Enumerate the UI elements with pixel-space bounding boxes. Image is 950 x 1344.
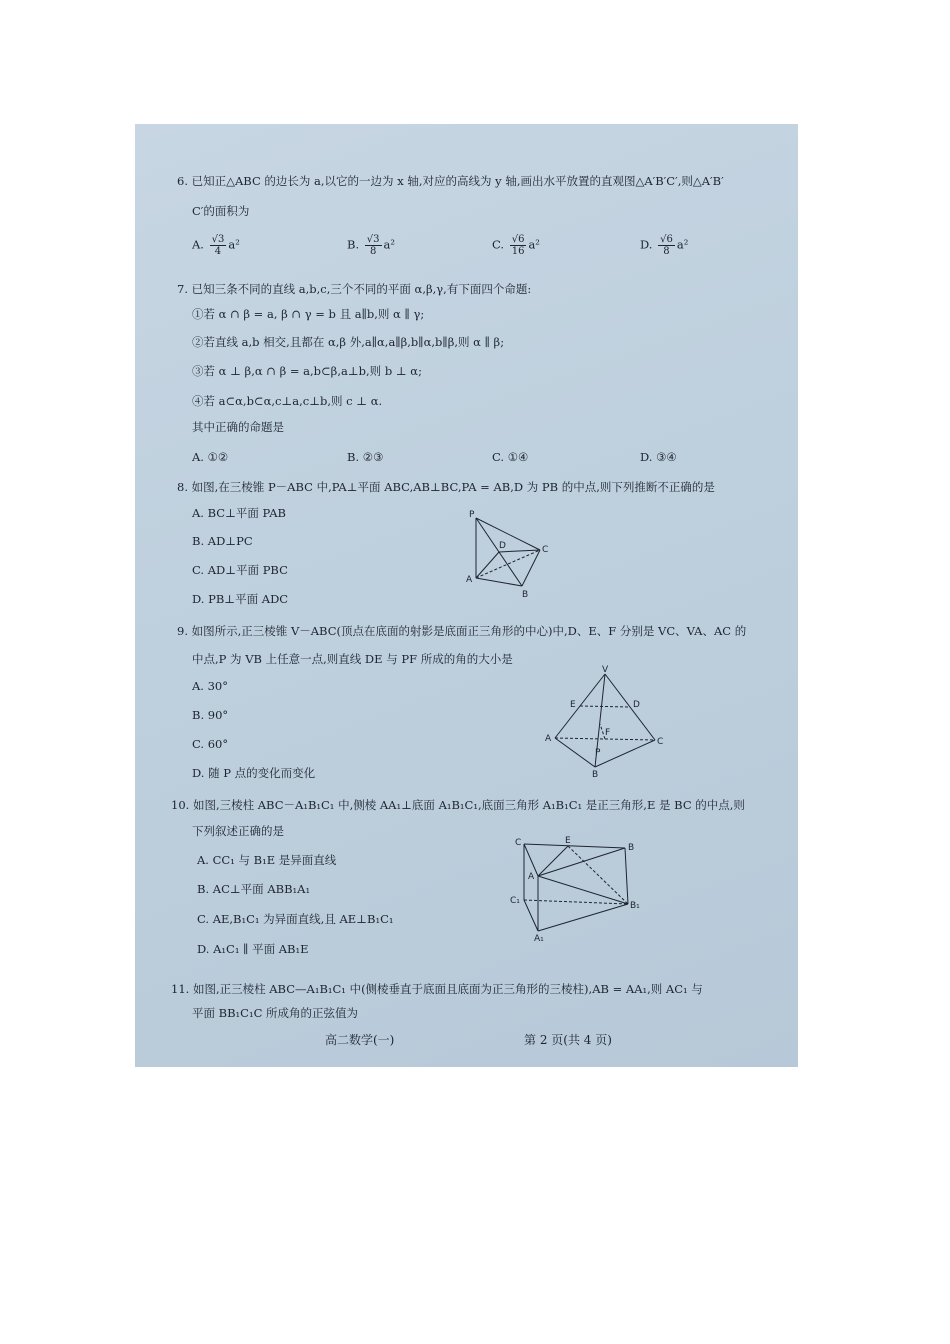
q10-option-c[interactable]: C. AE,B₁C₁ 为异面直线,且 AE⊥B₁C₁ <box>197 912 394 926</box>
q8-option-a[interactable]: A. BC⊥平面 PAB <box>192 506 286 520</box>
q8-label-a: A <box>466 575 473 585</box>
q6-option-b[interactable]: B. $\frac{√3}{8}$ a² <box>347 234 395 257</box>
q6-line1: 6. 已知正△ABC 的边长为 a,以它的一边为 x 轴,对应的高线为 y 轴,画出水平放置的直观图△A′B′C′,则△A′B′ <box>177 174 724 188</box>
q11-line1: 11. 如图,正三棱柱 ABC—A₁B₁C₁ 中(侧棱垂直于底面且底面为正三角形的三棱柱),AB = AA₁,则 AC₁ 与 <box>171 982 703 996</box>
q9-label-b: B <box>592 770 599 779</box>
q10-label-b1: B₁ <box>630 901 640 911</box>
q8-option-d[interactable]: D. PB⊥平面 ADC <box>192 592 289 606</box>
q7-prop-1: ①若 α ∩ β = a, β ∩ γ = b 且 a∥b,则 α ∥ γ; <box>192 307 425 321</box>
q9-label-v: V <box>602 665 609 675</box>
q8-pyramid-figure <box>460 508 560 600</box>
q9-label-f: F <box>605 728 611 738</box>
q7-stem: 7. 已知三条不同的直线 a,b,c,三个不同的平面 α,β,γ,有下面四个命题: <box>177 282 532 296</box>
q7-option-a[interactable]: A. ①② <box>192 450 229 464</box>
q7-prop-4: ④若 a⊂α,b⊂α,c⊥a,c⊥b,则 c ⊥ α. <box>192 394 383 408</box>
q10-label-a: A <box>528 872 535 882</box>
q9-line1: 9. 如图所示,正三棱锥 V－ABC(顶点在底面的射影是底面正三角形的中心)中,D、E、F 分别是 VC、VA、AC 的 <box>177 624 747 638</box>
q10-label-b: B <box>628 843 635 853</box>
q10-label-c: C <box>515 838 522 848</box>
q9-option-d[interactable]: D. 随 P 点的变化而变化 <box>192 766 316 780</box>
q10-option-d[interactable]: D. A₁C₁ ∥ 平面 AB₁E <box>197 942 309 956</box>
q9-pyramid-figure <box>540 664 670 779</box>
footer-subject: 高二数学(一) <box>325 1033 395 1047</box>
q10-line2: 下列叙述正确的是 <box>192 824 284 838</box>
q9-label-a: A <box>545 734 552 744</box>
q9-label-c: C <box>657 737 664 747</box>
q10-prism-figure <box>510 834 645 942</box>
q8-label-p: P <box>469 510 475 520</box>
q10-label-e: E <box>565 836 571 846</box>
q6-line2: C′的面积为 <box>192 204 250 218</box>
q7-ask: 其中正确的命题是 <box>192 420 284 434</box>
q9-label-d: D <box>633 700 640 710</box>
q9-option-c[interactable]: C. 60° <box>192 737 229 751</box>
q7-option-c[interactable]: C. ①④ <box>492 450 529 464</box>
q6-option-a[interactable]: A. $\frac{√3}{4}$ a² <box>192 234 240 257</box>
q10-option-a[interactable]: A. CC₁ 与 B₁E 是异面直线 <box>197 853 337 867</box>
exam-page <box>135 124 798 1067</box>
q6-option-d[interactable]: D. $\frac{√6}{8}$ a² <box>640 234 689 257</box>
q9-label-e: E <box>570 700 576 710</box>
q7-option-d[interactable]: D. ③④ <box>640 450 677 464</box>
q9-label-p: P <box>595 748 601 758</box>
q8-stem: 8. 如图,在三棱锥 P－ABC 中,PA⊥平面 ABC,AB⊥BC,PA = AB,D 为 PB 的中点,则下列推断不正确的是 <box>177 480 715 494</box>
q11-line2: 平面 BB₁C₁C 所成角的正弦值为 <box>192 1006 359 1020</box>
q10-label-c1: C₁ <box>510 896 520 906</box>
q8-option-b[interactable]: B. AD⊥PC <box>192 534 253 548</box>
q7-prop-3: ③若 α ⊥ β,α ∩ β = a,b⊂β,a⊥b,则 b ⊥ α; <box>192 364 422 378</box>
q7-option-b[interactable]: B. ②③ <box>347 450 384 464</box>
footer-page-number: 第 2 页(共 4 页) <box>524 1033 612 1047</box>
q8-label-c: C <box>542 545 549 555</box>
q8-label-b: B <box>522 590 529 600</box>
q8-label-d: D <box>499 541 506 551</box>
q9-option-b[interactable]: B. 90° <box>192 708 229 722</box>
q7-prop-2: ②若直线 a,b 相交,且都在 α,β 外,a∥α,a∥β,b∥α,b∥β,则 α ∥ β; <box>192 335 505 349</box>
q6-option-c[interactable]: C. $\frac{√6}{16}$ a² <box>492 234 540 257</box>
q9-line2: 中点,P 为 VB 上任意一点,则直线 DE 与 PF 所成的角的大小是 <box>192 652 513 666</box>
q10-label-a1: A₁ <box>534 934 544 942</box>
q8-option-c[interactable]: C. AD⊥平面 PBC <box>192 563 288 577</box>
q10-option-b[interactable]: B. AC⊥平面 ABB₁A₁ <box>197 882 311 896</box>
q10-line1: 10. 如图,三棱柱 ABC－A₁B₁C₁ 中,侧棱 AA₁⊥底面 A₁B₁C₁,底面三角形 A₁B₁C₁ 是正三角形,E 是 BC 的中点,则 <box>171 798 745 812</box>
q9-option-a[interactable]: A. 30° <box>192 679 228 693</box>
